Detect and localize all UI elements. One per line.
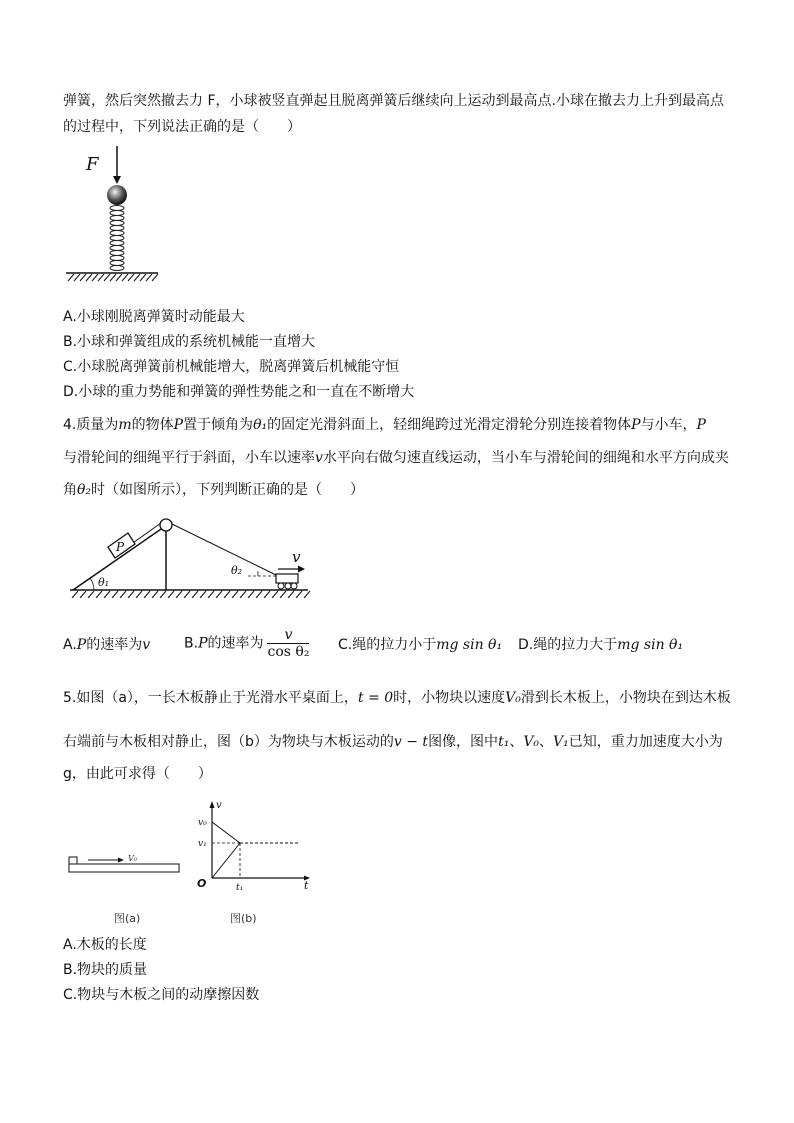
caption-b: 图(b) bbox=[230, 912, 257, 925]
q4-option-a: A.P的速率为v bbox=[63, 637, 151, 653]
q5-stem-line2: 右端前与木板相对静止，图（b）为物块与木板运动的v − t图像，图中t₁、V₀、V₁已知，重力加速度大小为 bbox=[63, 734, 723, 750]
small-block bbox=[69, 857, 77, 864]
fig-b-origin-label: O bbox=[197, 877, 207, 890]
q3-stem-line2: 的过程中，下列说法正确的是（ ） bbox=[63, 119, 301, 135]
q4-stem-line2: 与滑轮间的细绳平行于斜面，小车以速率v水平向右做匀速直线运动，当小车与滑轮间的细绳和水平方向成夹 bbox=[63, 450, 729, 466]
q5-figure-b bbox=[192, 798, 314, 894]
board-vt-line bbox=[212, 843, 240, 878]
fig-a-v0-label: V₀ bbox=[128, 854, 137, 863]
q3-option-d: D.小球的重力势能和弹簧的弹性势能之和一直在不断增大 bbox=[63, 384, 415, 400]
q5-option-b: B.物块的质量 bbox=[63, 962, 148, 978]
q3-force-label: F bbox=[86, 154, 99, 175]
q3-option-a: A.小球刚脱离弹簧时动能最大 bbox=[63, 309, 245, 325]
q4-option-b: B.P的速率为 $\frac{v}{\text{cos θ₂}}$ bbox=[184, 627, 310, 660]
incline bbox=[73, 527, 164, 590]
fig-b-v0-label: v₀ bbox=[198, 818, 207, 828]
cart bbox=[276, 574, 298, 583]
theta2-label: θ₂ bbox=[231, 564, 243, 577]
block-vt-line bbox=[212, 822, 240, 843]
q5-stem-line3: g，由此可求得（ ） bbox=[63, 766, 212, 782]
q5-option-c: C.物块与木板之间的动摩擦因数 bbox=[63, 987, 260, 1003]
q4-option-c: C.绳的拉力小于mg sin θ₁ bbox=[338, 637, 503, 653]
q3-option-b: B.小球和弹簧组成的系统机械能一直增大 bbox=[63, 334, 316, 350]
q3-spring-figure bbox=[62, 144, 162, 290]
q4-stem-line1: 4.质量为m的物体P置于倾角为θ₁的固定光滑斜面上，轻细绳跨过光滑定滑轮分别连接着物体P与小车，P bbox=[63, 417, 706, 433]
velocity-label: v bbox=[292, 548, 301, 566]
spring bbox=[110, 206, 124, 271]
fig-b-t-label: t bbox=[304, 879, 309, 892]
q4-stem-line3: 角θ₂时（如图所示），下列判断正确的是（ ） bbox=[63, 482, 365, 498]
q5-figure-a bbox=[68, 852, 183, 876]
long-board bbox=[69, 864, 179, 872]
q5-option-a: A.木板的长度 bbox=[63, 937, 147, 953]
q5-stem-line1: 5.如图（a），一长木板静止于光滑水平桌面上，t = 0时，小物块以速度V₀滑到长木板上，小物块在到达木板 bbox=[63, 690, 731, 706]
q3-option-c: C.小球脱离弹簧前机械能增大，脱离弹簧后机械能守恒 bbox=[63, 359, 400, 375]
pulley bbox=[160, 519, 172, 531]
q3-stem-line1: 弹簧，然后突然撤去力 F，小球被竖直弹起且脱离弹簧后继续向上运动到最高点.小球在撤去力上升到最高点 bbox=[63, 93, 724, 109]
fig-b-v1-label: v₁ bbox=[198, 839, 207, 849]
theta1-label: θ₁ bbox=[98, 576, 110, 589]
q4-option-d: D.绳的拉力大于mg sin θ₁ bbox=[518, 637, 684, 653]
fig-b-t1-label: t₁ bbox=[236, 883, 244, 893]
q4-incline-figure bbox=[68, 514, 313, 606]
block-p-label: P bbox=[116, 540, 125, 554]
q4-option-b-fraction: $\frac{v}{\text{cos θ₂}}$ bbox=[267, 627, 310, 660]
ball bbox=[107, 185, 127, 205]
fig-b-v-label: v bbox=[216, 800, 222, 811]
caption-a: 图(a) bbox=[114, 912, 141, 925]
